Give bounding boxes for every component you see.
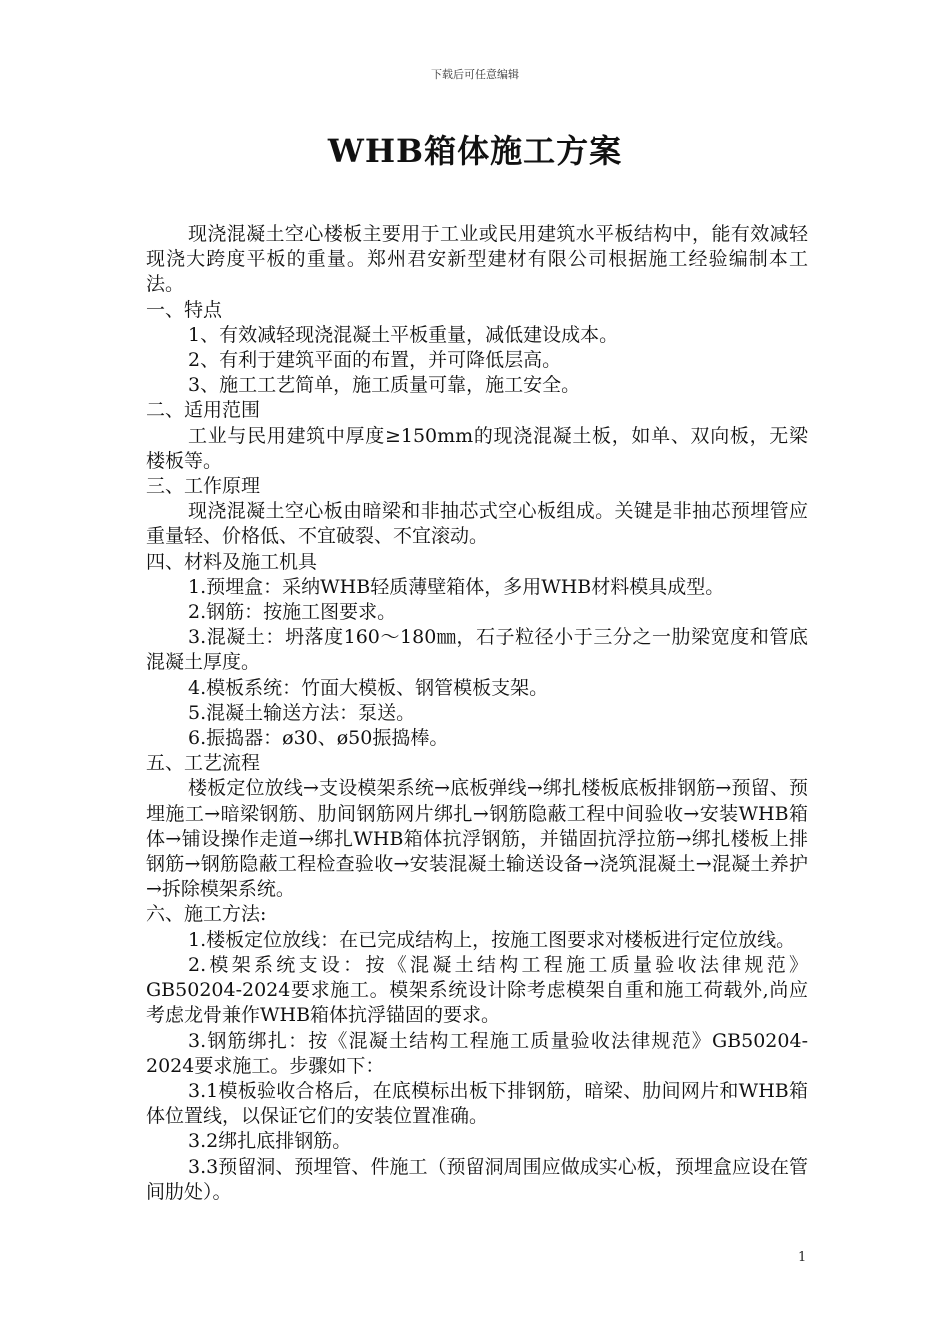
paragraph: 6.振捣器：ø30、ø50振捣棒。 xyxy=(188,727,449,750)
paragraph: 2.钢筋：按施工图要求。 xyxy=(188,601,397,624)
paragraph: 楼板定位放线→支设模架系统→底板弹线→绑扎楼板底板排钢筋→预留、预埋施工→暗梁钢筋、肋间钢筋网片绑扎→钢筋隐蔽工程中间验收→安装WHB箱体→铺设操作走道→绑扎WHB箱体抗浮钢筋，并锚固抗浮拉筋→绑扎楼板上排钢筋→钢筋隐蔽工程检查验收→安装混凝土输送设备→浇筑混凝土→混凝土养护→拆除模架系统。 xyxy=(146,777,808,901)
section-heading: 三、工作原理 xyxy=(146,475,261,498)
section-heading: 六、施工方法: xyxy=(146,903,267,926)
paragraph: 工业与民用建筑中厚度≥150mm的现浇混凝土板，如单、双向板，无梁楼板等。 xyxy=(146,424,808,472)
paragraph: 3、施工工艺简单，施工质量可靠，施工安全。 xyxy=(188,374,581,397)
paragraph: 3.混凝土：坍落度160～180㎜，石子粒径小于三分之一肋梁宽度和管底混凝土厚度。 xyxy=(146,626,808,674)
paragraph: 1、有效减轻现浇混凝土平板重量，减低建设成本。 xyxy=(188,323,619,346)
paragraph: 4.模板系统：竹面大模板、钢管模板支架。 xyxy=(188,676,549,699)
paragraph: 3.2绑扎底排钢筋。 xyxy=(188,1130,352,1153)
section-heading: 五、工艺流程 xyxy=(146,752,261,775)
paragraph: 2.模架系统支设：按《混凝土结构工程施工质量验收法律规范》GB50204-2024要求施工。模架系统设计除考虑模架自重和施工荷载外,尚应考虑龙骨兼作WHB箱体抗浮锚固的要求。 xyxy=(146,953,808,1027)
paragraph: 现浇混凝土空心楼板主要用于工业或民用建筑水平板结构中，能有效减轻现浇大跨度平板的重量。郑州君安新型建材有限公司根据施工经验编制本工法。 xyxy=(146,223,808,296)
paragraph: 3.钢筋绑扎：按《混凝土结构工程施工质量验收法律规范》GB50204-2024要求施工。步骤如下： xyxy=(146,1029,808,1077)
page-number: 1 xyxy=(798,1250,807,1265)
page-header: 下载后可任意编辑 xyxy=(431,68,519,81)
section-heading: 一、特点 xyxy=(146,298,223,321)
paragraph: 1.预埋盒：采纳WHB轻质薄壁箱体，多用WHB材料模具成型。 xyxy=(188,575,725,598)
document-title: WHB箱体施工方案 xyxy=(327,132,623,170)
paragraph: 3.3预留洞、预埋管、件施工（预留洞周围应做成实心板，预埋盒应设在管间肋处）。 xyxy=(146,1155,808,1203)
paragraph: 3.1模板验收合格后，在底模标出板下排钢筋，暗梁、肋间网片和WHB箱体位置线，以保证它们的安装位置准确。 xyxy=(146,1079,808,1128)
section-heading: 二、适用范围 xyxy=(146,399,261,422)
paragraph: 1.楼板定位放线：在已完成结构上，按施工图要求对楼板进行定位放线。 xyxy=(188,928,796,951)
paragraph: 5.混凝土输送方法：泵送。 xyxy=(188,701,416,724)
paragraph: 2、有利于建筑平面的布置，并可降低层高。 xyxy=(188,349,562,372)
paragraph: 现浇混凝土空心板由暗梁和非抽芯式空心板组成。关键是非抽芯预埋管应重量轻、价格低、不宜破裂、不宜滚动。 xyxy=(146,500,808,548)
section-heading: 四、材料及施工机具 xyxy=(146,550,318,573)
document-body xyxy=(146,222,808,1205)
